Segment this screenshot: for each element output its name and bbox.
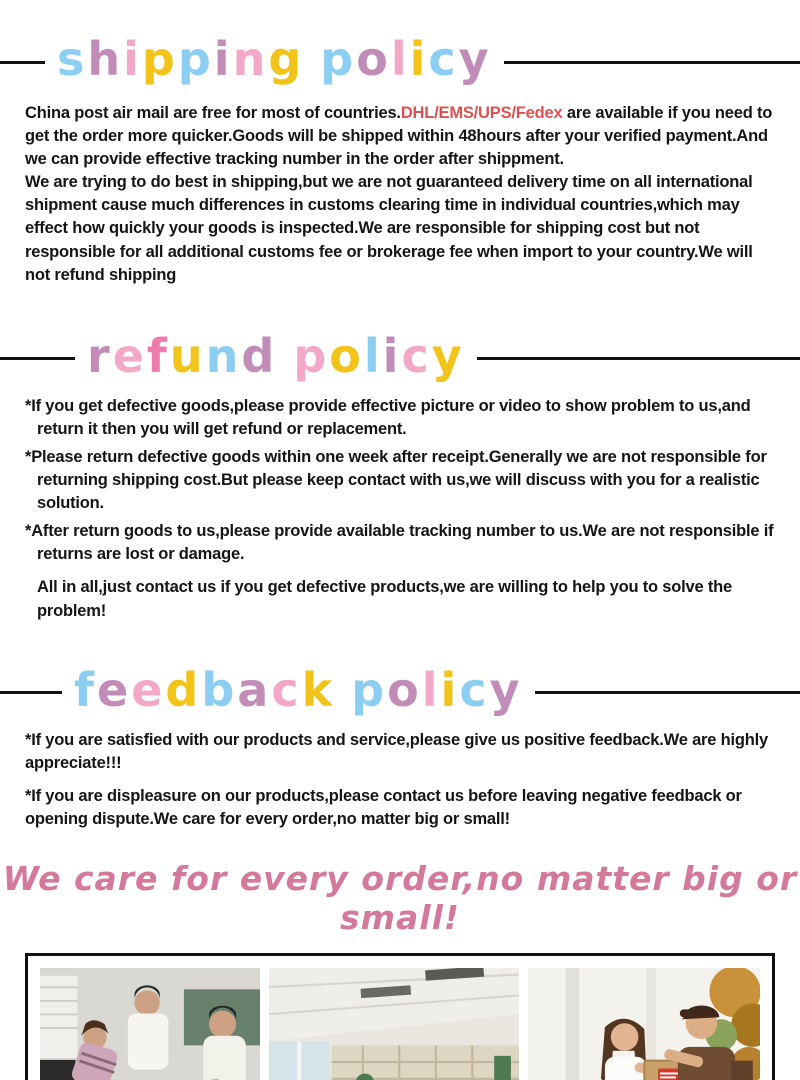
shipping-text-paragraph-2: We are trying to do best in shipping,but we are not guaranteed delivery time on all international shipment cause much differences in customs clearing time in individual countries,which may effect how quickly your goods is inspected.We are responsible for shipping cost but not responsible for all additional customs fee or brokerage fee when import to your country.We will not refund shipping <box>25 173 753 284</box>
refund-policy-header <box>0 328 800 385</box>
feedback-policy-header <box>0 662 800 719</box>
shipping-text-part: China post air mail are free for most of countries. <box>25 104 401 122</box>
shipping-text-part: are available if you need to get the order more quicker.Goods will be shipped within 48hours after your verified payment.And we can provide effective tracking number in the order after shippment. <box>25 104 773 169</box>
divider-line <box>535 691 800 694</box>
courier-delivery-photo <box>528 968 760 1080</box>
office-interior-photo <box>269 968 519 1080</box>
care-slogan: We care for every order,no matter big or small! <box>2 858 798 937</box>
warehouse-packing-photo <box>40 968 260 1080</box>
refund-closing-note: All in all,just contact us if you get defective products,we are willing to help you to solve the problem! <box>37 578 732 620</box>
shipping-policy-title: shipping policy <box>57 32 492 86</box>
divider-line <box>0 61 45 64</box>
divider-line <box>477 357 800 360</box>
refund-policy-title: refund policy <box>87 328 465 383</box>
courier-delivery-illustration <box>528 968 760 1080</box>
company-photos-strip <box>25 953 775 1080</box>
shipping-policy-header <box>0 32 800 88</box>
feedback-bullet: *If you are satisfied with our products and service,please give us positive feedback.We are highly appreciate!!! <box>25 730 769 772</box>
divider-line <box>504 61 800 64</box>
feedback-bullet: *If you are displeasure on our products,please contact us before leaving negative feedback or opening dispute.We care for every order,no matter big or small! <box>25 786 742 828</box>
warehouse-packing-illustration <box>40 968 260 1080</box>
carrier-names-highlight: DHL/EMS/UPS/Fedex <box>400 104 563 122</box>
refund-bullet: *After return goods to us,please provide available tracking number to us.We are not responsible if returns are lost or damage. <box>25 522 774 564</box>
divider-line <box>0 357 75 360</box>
refund-bullet: *Please return defective goods within one week after receipt.Generally we are not responsible for returning shipping cost.But please keep contact with us,we will discuss with you for a realistic solution. <box>25 447 767 513</box>
shipping-policy-text <box>25 102 775 287</box>
divider-line <box>0 691 62 694</box>
feedback-policy-list <box>25 729 775 831</box>
feedback-policy-title: feedback policy <box>74 662 523 717</box>
refund-policy-list <box>25 395 775 623</box>
refund-bullet: *If you get defective goods,please provide effective picture or video to show problem to us,and return it then you will get refund or replacement. <box>25 396 751 438</box>
office-interior-illustration <box>269 968 519 1080</box>
